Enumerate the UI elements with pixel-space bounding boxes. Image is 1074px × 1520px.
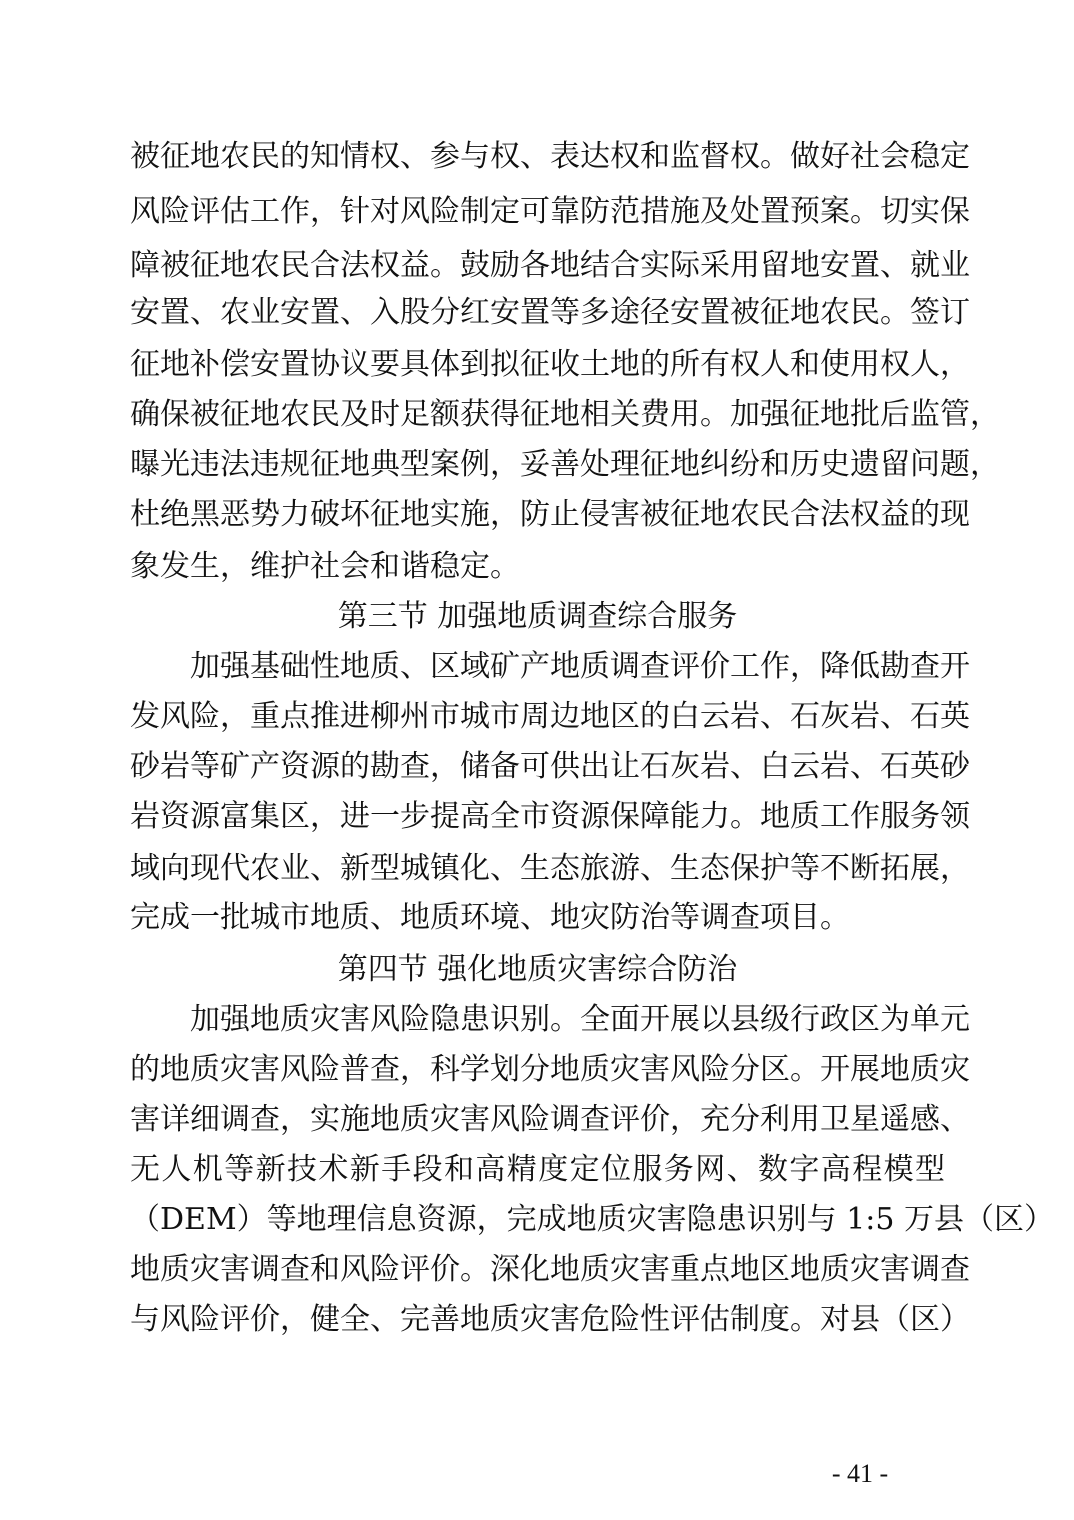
paragraph-1-line-4: 安置、农业安置、入股分红安置等多途径安置被征地农民。签订 (130, 295, 970, 330)
paragraph-1-line-8: 杜绝黑恶势力破坏征地实施，防止侵害被征地农民合法权益的现 (130, 497, 970, 532)
paragraph-2-line-3: 砂岩等矿产资源的勘查，储备可供出让石灰岩、白云岩、石英砂 (130, 749, 970, 784)
paragraph-3-line-4: 无人机等新技术新手段和高精度定位服务网、数字高程模型 (130, 1152, 945, 1187)
paragraph-1-line-2: 风险评估工作，针对风险制定可靠防范措施及处置预案。切实保 (130, 194, 970, 229)
paragraph-2-line-2: 发风险，重点推进柳州市城市周边地区的白云岩、石灰岩、石英 (130, 699, 970, 734)
paragraph-3-line-7: 与风险评价，健全、完善地质灾害危险性评估制度。对县（区） (130, 1302, 970, 1337)
paragraph-1-line-1: 被征地农民的知情权、参与权、表达权和监督权。做好社会稳定 (130, 139, 970, 174)
paragraph-2-line-5: 域向现代农业、新型城镇化、生态旅游、生态保护等不断拓展， (130, 851, 970, 886)
paragraph-3-line-1: 加强地质灾害风险隐患识别。全面开展以县级行政区为单元 (190, 1002, 970, 1037)
paragraph-3-line-6: 地质灾害调查和风险评价。深化地质灾害重点地区地质灾害调查 (130, 1252, 970, 1287)
paragraph-1-line-3: 障被征地农民合法权益。鼓励各地结合实际采用留地安置、就业 (130, 248, 970, 283)
paragraph-2-line-6: 完成一批城市地质、地质环境、地灾防治等调查项目。 (130, 900, 850, 935)
section-4-title: 第四节 强化地质灾害综合防治 (337, 952, 738, 987)
paragraph-1-line-6: 确保被征地农民及时足额获得征地相关费用。加强征地批后监管， (130, 397, 1000, 432)
paragraph-1-line-9: 象发生，维护社会和谐稳定。 (130, 549, 520, 584)
paragraph-3-line-3: 害详细调查，实施地质灾害风险调查评价，充分利用卫星遥感、 (130, 1102, 970, 1137)
paragraph-2-line-1: 加强基础性地质、区域矿产地质调查评价工作，降低勘查开 (190, 649, 970, 684)
paragraph-1-line-7: 曝光违法违规征地典型案例，妥善处理征地纠纷和历史遗留问题， (130, 447, 1000, 482)
paragraph-1-line-5: 征地补偿安置协议要具体到拟征收土地的所有权人和使用权人， (130, 347, 970, 382)
paragraph-2-line-4: 岩资源富集区，进一步提高全市资源保障能力。地质工作服务领 (130, 799, 970, 834)
paragraph-3-line-5: （DEM）等地理信息资源，完成地质灾害隐患识别与 1:5 万县（区） (130, 1202, 1055, 1237)
paragraph-3-line-2: 的地质灾害风险普查，科学划分地质灾害风险分区。开展地质灾 (130, 1052, 970, 1087)
page-number: - 41 - (831, 1459, 889, 1488)
section-3-title: 第三节 加强地质调查综合服务 (337, 599, 738, 634)
